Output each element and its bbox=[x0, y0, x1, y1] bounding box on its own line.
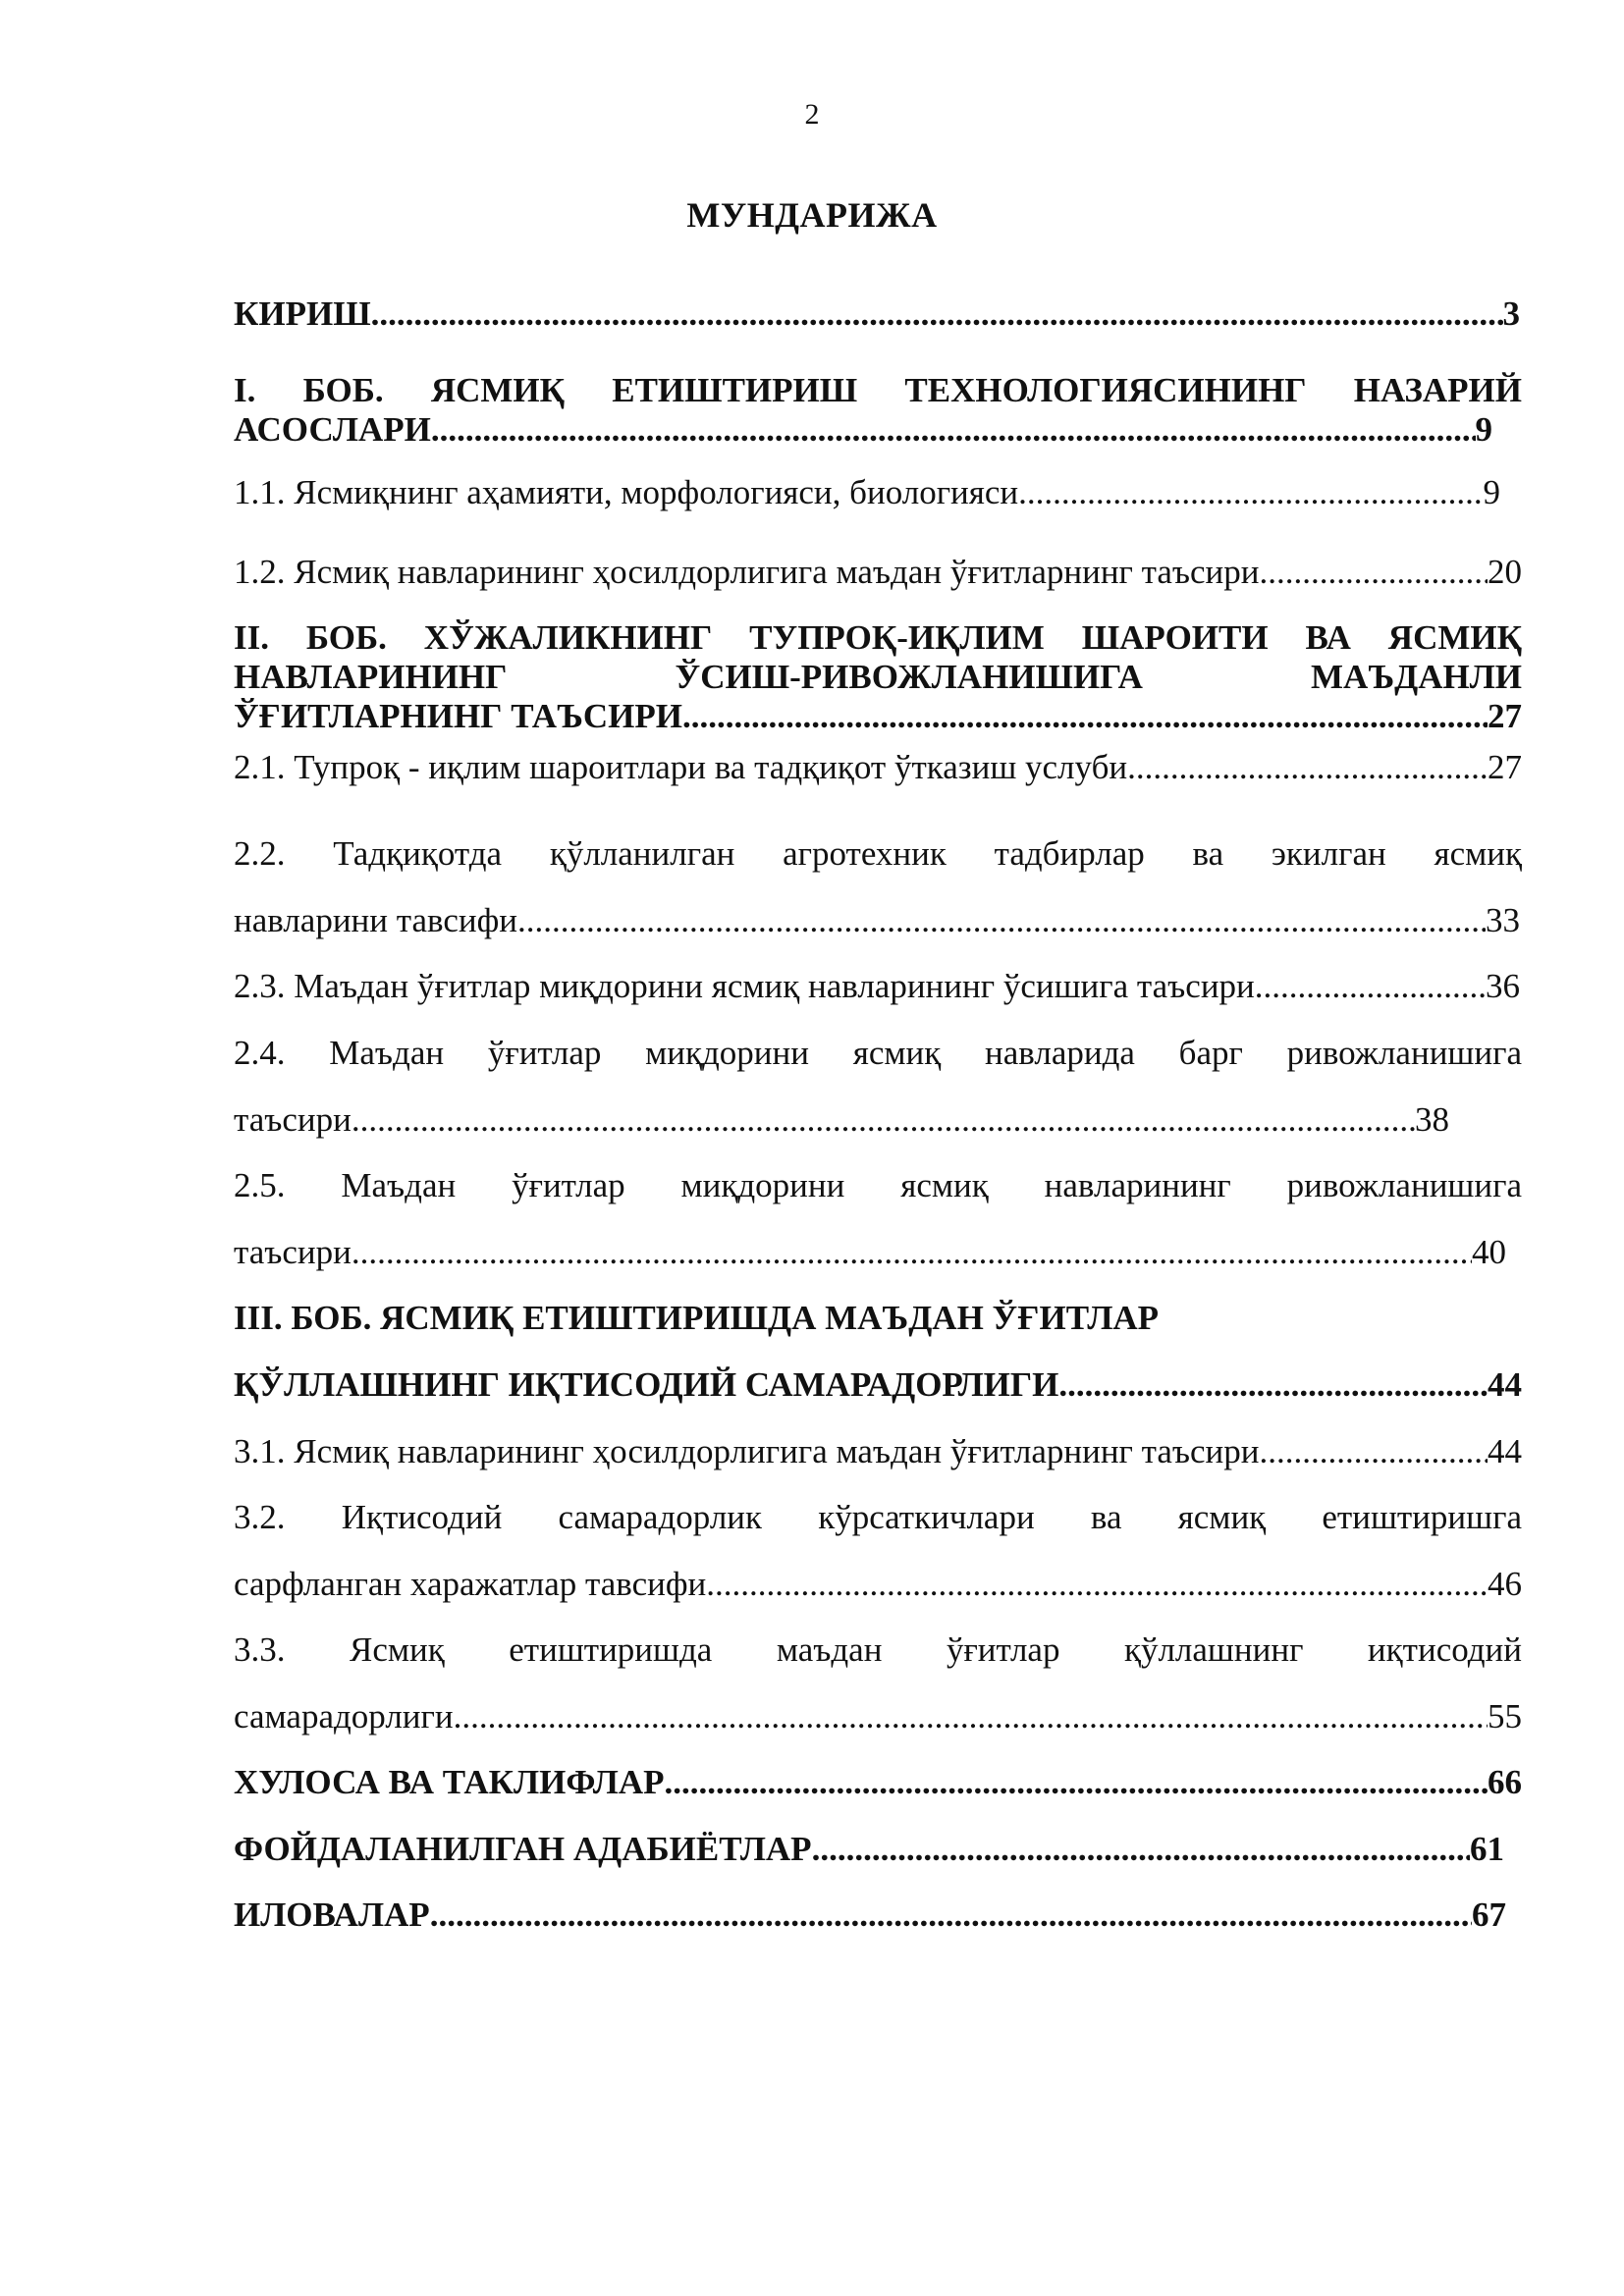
toc-entry-title-line: II. БОБ. ХЎЖАЛИКНИНГ ТУПРОҚ-ИҚЛИМ ШАРОИТИ ВА ЯСМИҚ bbox=[234, 618, 1522, 657]
toc-page-number: 27 bbox=[1488, 748, 1522, 786]
toc-entry-title-line: I. БОБ. ЯСМИҚ ЕТИШТИРИШ ТЕХНОЛОГИЯСИНИНГ НАЗАРИЙ bbox=[234, 371, 1522, 409]
toc-entry-title: 2.3. Маъдан ўғитлар миқдорини ясмиқ навларининг ўсишига таъсири bbox=[234, 967, 1255, 1005]
toc-entry-2-3[interactable] bbox=[234, 967, 1520, 1006]
toc-entry-title-line: таъсири bbox=[234, 1100, 352, 1139]
toc-page-number: 66 bbox=[1488, 1763, 1522, 1801]
toc-entry-title-line: самарадорлиги bbox=[234, 1697, 454, 1735]
toc-page-number: 44 bbox=[1488, 1365, 1522, 1404]
toc-entry-title-line: 3.3. Ясмиқ етиштиришда маъдан ўғитлар қўллашнинг иқтисодий bbox=[234, 1630, 1522, 1669]
toc-entry-chapter-2[interactable] bbox=[234, 618, 1522, 736]
toc-entry-chapter-3[interactable] bbox=[234, 1299, 1522, 1405]
toc-entry-title-line: 2.4. Маъдан ўғитлар миқдорини ясмиқ навларида барг ривожланишига bbox=[234, 1034, 1522, 1072]
dot-leader bbox=[1058, 1365, 1488, 1405]
dot-leader bbox=[812, 1830, 1470, 1869]
dot-leader bbox=[665, 1763, 1488, 1802]
toc-page-number: 40 bbox=[1472, 1233, 1506, 1271]
toc-page-number: 20 bbox=[1488, 553, 1522, 591]
toc-entry-title-line: таъсири bbox=[234, 1233, 352, 1271]
dot-leader bbox=[1255, 967, 1486, 1006]
dot-leader bbox=[706, 1565, 1488, 1604]
document-title: МУНДАРИЖА bbox=[686, 195, 938, 235]
toc-page-number: 67 bbox=[1472, 1896, 1506, 1934]
dot-leader bbox=[431, 410, 1476, 450]
toc-entry-title-line: 2.5. Маъдан ўғитлар миқдорини ясмиқ навларининг ривожланишига bbox=[234, 1166, 1522, 1204]
toc-entry-2-1[interactable] bbox=[234, 748, 1522, 787]
toc-page-number: 9 bbox=[1475, 410, 1492, 449]
toc-entry-3-1[interactable] bbox=[234, 1432, 1522, 1471]
toc-entry-title: 1.2. Ясмиқ навларининг ҳосилдорлигига маъдан ўғитларнинг таъсири bbox=[234, 553, 1260, 591]
toc-entry-3-3[interactable] bbox=[234, 1630, 1522, 1736]
dot-leader bbox=[1260, 553, 1488, 592]
toc-entry-title: ИЛОВАЛАР bbox=[234, 1896, 430, 1934]
toc-entry-title-line: ҚЎЛЛАШНИНГ ИҚТИСОДИЙ САМАРАДОРЛИГИ bbox=[234, 1365, 1059, 1404]
toc-entry-conclusion[interactable] bbox=[234, 1763, 1522, 1802]
toc-entry-3-2[interactable] bbox=[234, 1498, 1522, 1604]
toc-entry-title-line: III. БОБ. ЯСМИҚ ЕТИШТИРИШДА МАЪДАН ЎҒИТЛАР bbox=[234, 1299, 1160, 1337]
toc-entry-2-4[interactable] bbox=[234, 1034, 1522, 1140]
toc-page-number: 38 bbox=[1415, 1100, 1449, 1139]
toc-entry-title: 3.1. Ясмиқ навларининг ҳосилдорлигига маъдан ўғитларнинг таъсири bbox=[234, 1432, 1260, 1470]
dot-leader bbox=[1127, 748, 1488, 787]
toc-entry-title-line: НАВЛАРИНИНГ ЎСИШ-РИВОЖЛАНИШИГА МАЪДАНЛИ bbox=[234, 658, 1522, 696]
toc-entry-chapter-1[interactable] bbox=[234, 371, 1522, 450]
toc-page-number: 27 bbox=[1488, 697, 1522, 735]
dot-leader bbox=[454, 1697, 1488, 1736]
toc-entry-references[interactable] bbox=[234, 1830, 1504, 1869]
dot-leader bbox=[682, 697, 1488, 736]
toc-page-number: 33 bbox=[1486, 901, 1520, 939]
toc-entry-title-line: АСОСЛАРИ bbox=[234, 410, 431, 449]
toc-entry-title: 1.1. Ясмиқнинг аҳамияти, морфологияси, биологияси bbox=[234, 473, 1019, 511]
toc-page-number: 36 bbox=[1486, 967, 1520, 1005]
toc-entry-title: ХУЛОСА ВА ТАКЛИФЛАР bbox=[234, 1763, 665, 1801]
dot-leader bbox=[430, 1896, 1472, 1935]
dot-leader bbox=[517, 901, 1486, 940]
toc-entry-1-2[interactable] bbox=[234, 553, 1522, 592]
toc-entry-title-line: навларини тавсифи bbox=[234, 901, 518, 939]
toc-entry-title: ФОЙДАЛАНИЛГАН АДАБИЁТЛАР bbox=[234, 1830, 812, 1868]
dot-leader bbox=[352, 1100, 1415, 1140]
toc-entry-intro[interactable] bbox=[234, 294, 1520, 334]
toc-entry-title-line: ЎҒИТЛАРНИНГ ТАЪСИРИ bbox=[234, 697, 682, 735]
toc-page-number: 9 bbox=[1483, 473, 1500, 511]
toc-page-number: 61 bbox=[1470, 1830, 1504, 1868]
toc-entry-2-5[interactable] bbox=[234, 1166, 1522, 1272]
toc-page-number: 55 bbox=[1488, 1697, 1522, 1735]
dot-leader bbox=[352, 1233, 1472, 1272]
toc-page-number: 44 bbox=[1488, 1432, 1522, 1470]
toc-entry-title-line: сарфланган харажатлар тавсифи bbox=[234, 1565, 707, 1603]
toc-entry-title-line: 2.2. Тадқиқотда қўлланилган агротехник тадбирлар ва экилган ясмиқ bbox=[234, 834, 1522, 873]
dot-leader bbox=[1018, 473, 1483, 512]
toc-entry-2-2[interactable] bbox=[234, 834, 1522, 940]
dot-leader bbox=[371, 294, 1503, 334]
page-number: 2 bbox=[804, 98, 820, 131]
toc-entry-1-1[interactable] bbox=[234, 473, 1500, 512]
toc-page-number: 3 bbox=[1502, 294, 1520, 333]
toc-entry-title: 2.1. Тупроқ - иқлим шароитлари ва тадқиқот ўтказиш услуби bbox=[234, 748, 1128, 786]
toc-entry-title: КИРИШ bbox=[234, 294, 371, 333]
dot-leader bbox=[1260, 1432, 1488, 1471]
toc-entry-appendix[interactable] bbox=[234, 1896, 1506, 1935]
toc-entry-title-line: 3.2. Иқтисодий самарадорлик кўрсаткичлари ва ясмиқ етиштиришга bbox=[234, 1498, 1522, 1536]
toc-page-number: 46 bbox=[1488, 1565, 1522, 1603]
